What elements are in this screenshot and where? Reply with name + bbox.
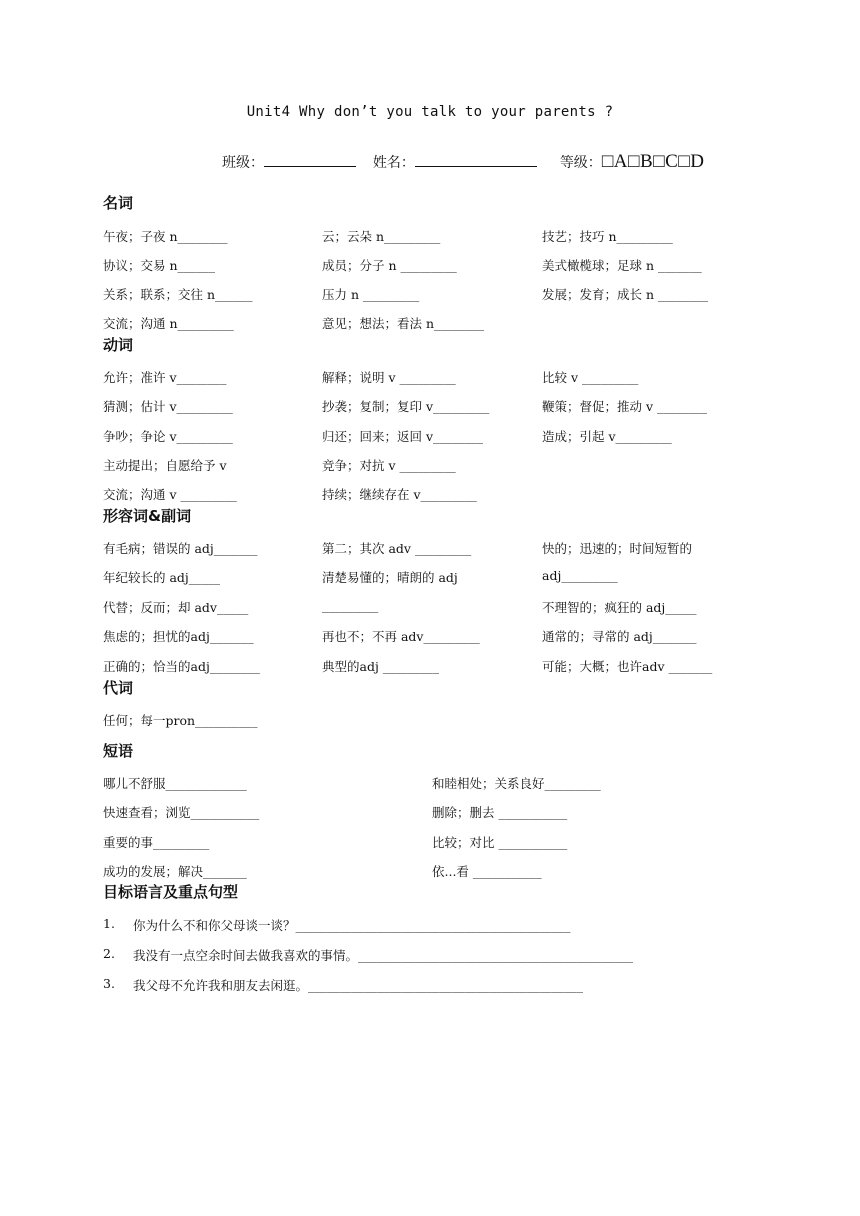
verb-item: 造成；引起 v_________ <box>542 429 672 444</box>
nouns-heading: 名词 <box>103 194 134 212</box>
noun-item: 美式橄榄球；足球 n _______ <box>542 258 702 273</box>
noun-item: 压力 n _________ <box>322 287 420 302</box>
name-blank[interactable] <box>415 150 537 167</box>
sentence-number: 2. <box>103 946 115 961</box>
phrase-item: 依...看 ___________ <box>432 864 542 879</box>
adj-adv-item: 清楚易懂的；晴朗的 adj <box>322 570 458 585</box>
verb-item: 持续；继续存在 v_________ <box>322 487 477 502</box>
adj-adv-item: 第二；其次 adv _________ <box>322 541 472 556</box>
verb-item: 猜测；估计 v_________ <box>103 399 233 414</box>
phrase-item: 成功的发展；解决_______ <box>103 864 247 879</box>
verb-item: 竞争；对抗 v _________ <box>322 458 456 473</box>
phrase-item: 和睦相处；关系良好_________ <box>432 776 601 791</box>
grade-label: 等级： <box>559 155 602 171</box>
class-blank[interactable] <box>264 150 356 167</box>
adj-adv-item: _________ <box>322 598 379 613</box>
noun-item: 发展；发育；成长 n ________ <box>542 287 708 302</box>
noun-item: 协议；交易 n______ <box>103 258 216 273</box>
noun-item: 成员；分子 n _________ <box>322 258 457 273</box>
adj-adv-item: 可能；大概；也许adv _______ <box>542 659 713 674</box>
verb-item: 解释；说明 v _________ <box>322 370 456 385</box>
phrase-item: 比较；对比 ___________ <box>432 835 568 850</box>
adj-adv-item: 典型的adj _________ <box>322 659 440 674</box>
noun-item: 关系；联系；交往 n______ <box>103 287 253 302</box>
class-label: 班级： <box>222 155 264 171</box>
phrases-heading: 短语 <box>103 742 134 760</box>
worksheet-title: Unit4 Why don’t you talk to your parents ? <box>246 104 614 120</box>
verb-item: 归还；回来；返回 v________ <box>322 429 484 444</box>
verbs-heading: 动词 <box>103 336 134 354</box>
adj-adv-item: 不理智的；疯狂的 adj_____ <box>542 600 697 615</box>
phrase-item: 重要的事_________ <box>103 835 210 850</box>
pronoun-item: 任何；每一pron__________ <box>103 713 258 728</box>
pronouns-heading: 代词 <box>103 679 134 697</box>
adj-adv-item: 通常的；寻常的 adj_______ <box>542 629 697 644</box>
noun-item: 交流；沟通 n_________ <box>103 316 234 331</box>
phrase-item: 快速查看；浏览___________ <box>103 805 260 820</box>
verb-item: 交流；沟通 v _________ <box>103 487 237 502</box>
verb-item: 允许；准许 v________ <box>103 370 227 385</box>
phrase-item: 删除；删去 ___________ <box>432 805 568 820</box>
adj-adv-item: 正确的；恰当的adj________ <box>103 659 260 674</box>
verb-item: 鞭策；督促；推动 v ________ <box>542 399 708 414</box>
adj-adv-item: 再也不；不再 adv_________ <box>322 629 480 644</box>
sentence-item: 我没有一点空余时间去做我喜欢的事情。____________________________________________ <box>133 948 634 963</box>
sentence-item: 我父母不允许我和朋友去闲逛。____________________________________________ <box>133 978 584 993</box>
noun-item: 意见；想法；看法 n________ <box>322 316 485 331</box>
grade-checkboxes[interactable]: □A□B□C□D <box>601 151 705 172</box>
verb-item: 比较 v _________ <box>542 370 639 385</box>
sentences-heading: 目标语言及重点句型 <box>103 883 239 901</box>
sentence-number: 1. <box>103 916 115 931</box>
noun-item: 午夜；子夜 n________ <box>103 229 228 244</box>
adj-adv-item: 年纪较长的 adj_____ <box>103 570 221 585</box>
phrase-item: 哪儿不舒服_____________ <box>103 776 247 791</box>
adj-adv-heading: 形容词&副词 <box>103 507 192 525</box>
adj-adv-item: adj_________ <box>542 568 618 583</box>
student-info-line <box>222 150 705 173</box>
verb-item: 主动提出；自愿给予 v <box>103 458 227 473</box>
adj-adv-item: 焦虑的；担忧的adj_______ <box>103 629 254 644</box>
adj-adv-item: 快的；迅速的；时间短暂的 <box>542 541 693 556</box>
sentence-item: 你为什么不和你父母谈一谈？____________________________________________ <box>133 918 571 933</box>
adj-adv-item: 代替；反而；却 adv_____ <box>103 600 249 615</box>
adj-adv-item: 有毛病；错误的 adj_______ <box>103 541 258 556</box>
verb-item: 抄袭；复制；复印 v_________ <box>322 399 490 414</box>
verb-item: 争吵；争论 v_________ <box>103 429 233 444</box>
sentence-number: 3. <box>103 976 115 991</box>
noun-item: 云；云朵 n_________ <box>322 229 441 244</box>
name-label: 姓名： <box>372 155 415 171</box>
noun-item: 技艺；技巧 n_________ <box>542 229 673 244</box>
